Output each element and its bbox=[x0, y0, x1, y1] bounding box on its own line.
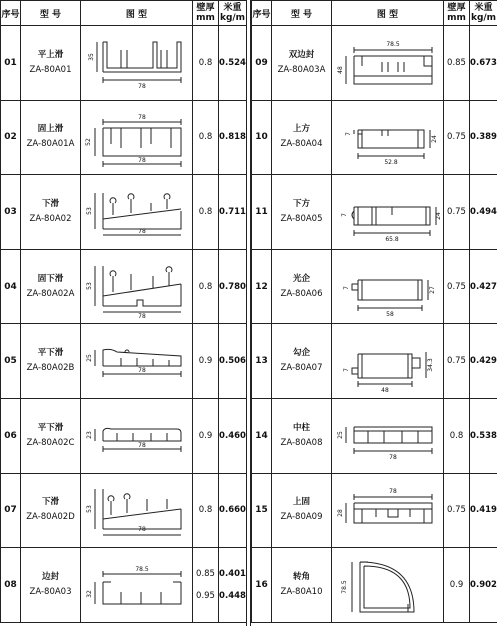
profile-drawing bbox=[332, 254, 444, 320]
weight-value: 0.660 bbox=[219, 505, 246, 516]
row-number: 13 bbox=[252, 324, 272, 399]
model-cell bbox=[21, 324, 81, 399]
dimension-label: 34.3 bbox=[427, 358, 434, 372]
left-table-half bbox=[0, 0, 246, 626]
model-code: ZA-80A03A bbox=[277, 64, 326, 75]
header-no: 序号 bbox=[252, 1, 272, 26]
right-table-half bbox=[251, 0, 497, 626]
thickness-value: 0.75 bbox=[447, 206, 466, 217]
table-row bbox=[252, 324, 497, 399]
weight-cell bbox=[219, 398, 247, 473]
thickness-value: 0.8 bbox=[198, 281, 213, 292]
dimension-label: 24 bbox=[435, 212, 442, 220]
dimension-label: 7 bbox=[345, 132, 352, 137]
model-cell bbox=[272, 473, 332, 548]
profile-drawing bbox=[332, 552, 444, 618]
thickness-cell bbox=[193, 249, 219, 324]
dimension-label: 48 bbox=[381, 387, 389, 395]
profile-figure bbox=[81, 249, 193, 324]
row-number: 06 bbox=[1, 398, 21, 473]
row-number: 12 bbox=[252, 249, 272, 324]
profile-drawing bbox=[81, 179, 193, 245]
profile-figure bbox=[81, 324, 193, 399]
thickness-value: 0.9 bbox=[198, 356, 213, 367]
model-cell bbox=[272, 175, 332, 250]
table-header-row bbox=[1, 1, 247, 26]
model-code: ZA-80A08 bbox=[280, 437, 323, 448]
model-cell bbox=[272, 249, 332, 324]
thickness-cell bbox=[444, 26, 470, 101]
header-model: 型 号 bbox=[272, 1, 332, 26]
model-cell bbox=[21, 473, 81, 548]
thickness-cell bbox=[193, 100, 219, 175]
table-row bbox=[1, 249, 247, 324]
weight-cell bbox=[219, 100, 247, 175]
weight-value: 0.506 bbox=[219, 356, 246, 367]
profile-name: 平上滑 bbox=[37, 49, 64, 60]
thickness-cell bbox=[444, 548, 470, 623]
dimension-label: 32 bbox=[86, 590, 93, 598]
weight-cell bbox=[470, 100, 497, 175]
weight-value: 0.780 bbox=[219, 281, 246, 292]
dimension-label: 7 bbox=[343, 368, 350, 373]
thickness-value: 0.8 bbox=[449, 430, 464, 441]
model-cell bbox=[21, 249, 81, 324]
thickness-cell bbox=[444, 324, 470, 399]
profile-figure bbox=[332, 175, 444, 250]
dimension-label: 78 bbox=[138, 367, 146, 375]
profile-name: 中柱 bbox=[292, 422, 310, 433]
model-code: ZA-80A03 bbox=[29, 586, 72, 597]
profile-drawing bbox=[81, 254, 193, 320]
profile-figure bbox=[332, 548, 444, 623]
profile-drawing bbox=[332, 179, 444, 245]
row-number: 03 bbox=[1, 175, 21, 250]
dimension-label: 48 bbox=[337, 65, 344, 74]
thickness-value: 0.9 bbox=[198, 430, 213, 441]
row-number: 14 bbox=[252, 398, 272, 473]
thickness-value: 0.75 bbox=[447, 132, 466, 143]
weight-value: 0.401 bbox=[219, 568, 246, 579]
thickness-value: 0.8 bbox=[198, 505, 213, 516]
thickness-value: 0.8 bbox=[198, 206, 213, 217]
dimension-label: 78 bbox=[138, 82, 146, 90]
profile-drawing bbox=[332, 477, 444, 543]
header-weight: 米重 kg/m bbox=[219, 1, 247, 26]
thickness-value: 0.95 bbox=[196, 590, 215, 601]
dimension-label: 78.5 bbox=[341, 580, 348, 594]
model-cell bbox=[272, 26, 332, 101]
profile-name: 勾企 bbox=[292, 348, 310, 359]
thickness-value: 0.75 bbox=[447, 505, 466, 516]
table-row bbox=[1, 398, 247, 473]
profile-drawing bbox=[332, 328, 444, 394]
thickness-cell bbox=[193, 26, 219, 101]
thickness-value: 0.75 bbox=[447, 281, 466, 292]
model-code: ZA-80A02C bbox=[26, 437, 75, 448]
header-thickness: 壁厚 mm bbox=[444, 1, 470, 26]
profile-name: 下方 bbox=[292, 198, 310, 209]
profile-name: 下滑 bbox=[41, 198, 59, 209]
row-number: 01 bbox=[1, 26, 21, 101]
dimension-label: 28 bbox=[337, 509, 344, 518]
thickness-value: 0.8 bbox=[198, 132, 213, 143]
weight-value: 0.818 bbox=[219, 132, 246, 143]
profile-name: 平下滑 bbox=[37, 348, 64, 359]
table-row bbox=[252, 473, 497, 548]
right-spec-table bbox=[251, 0, 497, 623]
thickness-cell bbox=[444, 249, 470, 324]
model-cell bbox=[21, 100, 81, 175]
weight-value: 0.427 bbox=[470, 281, 497, 292]
row-number: 15 bbox=[252, 473, 272, 548]
model-code: ZA-80A06 bbox=[280, 288, 323, 299]
thickness-value: 0.9 bbox=[449, 579, 464, 590]
header-figure: 图 型 bbox=[81, 1, 193, 26]
weight-cell bbox=[219, 26, 247, 101]
profile-name: 平下滑 bbox=[37, 422, 64, 433]
dimension-label: 53 bbox=[86, 207, 93, 215]
model-cell bbox=[21, 26, 81, 101]
profile-drawing bbox=[332, 104, 444, 170]
thickness-cell bbox=[193, 473, 219, 548]
weight-value: 0.538 bbox=[470, 430, 497, 441]
profile-drawing bbox=[81, 552, 193, 618]
row-number: 04 bbox=[1, 249, 21, 324]
model-code: ZA-80A02 bbox=[29, 213, 72, 224]
model-code: ZA-80A10 bbox=[280, 586, 323, 597]
thickness-value: 0.85 bbox=[196, 568, 215, 579]
model-code: ZA-80A02D bbox=[26, 512, 75, 523]
model-cell bbox=[21, 398, 81, 473]
weight-cell bbox=[470, 324, 497, 399]
profile-figure bbox=[332, 324, 444, 399]
model-cell bbox=[272, 398, 332, 473]
model-cell bbox=[272, 100, 332, 175]
header-thickness: 壁厚 mm bbox=[193, 1, 219, 26]
profile-drawing bbox=[81, 30, 193, 96]
weight-value: 0.448 bbox=[219, 590, 246, 601]
thickness-cell bbox=[444, 175, 470, 250]
weight-value: 0.524 bbox=[219, 57, 246, 68]
thickness-value: 0.75 bbox=[447, 356, 466, 367]
dimension-label: 35 bbox=[88, 52, 95, 61]
table-row bbox=[252, 175, 497, 250]
model-cell bbox=[21, 175, 81, 250]
table-row bbox=[252, 398, 497, 473]
profile-drawing bbox=[81, 403, 193, 469]
header-model: 型 号 bbox=[21, 1, 81, 26]
row-number: 11 bbox=[252, 175, 272, 250]
profile-figure bbox=[332, 26, 444, 101]
model-code: ZA-80A02A bbox=[26, 288, 75, 299]
dimension-label: 78 bbox=[138, 157, 146, 165]
thickness-value: 0.8 bbox=[198, 57, 213, 68]
weight-value: 0.902 bbox=[470, 579, 497, 590]
weight-cell bbox=[219, 548, 247, 623]
profile-name: 上方 bbox=[292, 124, 310, 135]
model-code: ZA-80A04 bbox=[280, 139, 323, 150]
thickness-cell bbox=[444, 100, 470, 175]
weight-value: 0.711 bbox=[219, 206, 246, 217]
profile-name: 下滑 bbox=[41, 497, 59, 508]
table-row bbox=[1, 175, 247, 250]
profile-figure bbox=[81, 100, 193, 175]
dimension-label: 58 bbox=[386, 310, 394, 318]
row-number: 09 bbox=[252, 26, 272, 101]
dimension-label: 52 bbox=[85, 138, 92, 147]
dimension-label: 27 bbox=[429, 285, 436, 294]
profile-drawing bbox=[81, 104, 193, 170]
profile-name: 转角 bbox=[292, 571, 310, 582]
model-code: ZA-80A01 bbox=[29, 64, 72, 75]
table-row bbox=[252, 548, 497, 623]
profile-drawing bbox=[81, 477, 193, 543]
table-row bbox=[252, 100, 497, 175]
profile-name: 上固 bbox=[292, 497, 310, 508]
weight-cell bbox=[470, 26, 497, 101]
dimension-label: 78.5 bbox=[135, 565, 149, 573]
profile-figure bbox=[81, 473, 193, 548]
table-row bbox=[252, 26, 497, 101]
weight-value: 0.389 bbox=[470, 132, 497, 143]
weight-cell bbox=[470, 249, 497, 324]
thickness-cell bbox=[193, 398, 219, 473]
dimension-label: 53 bbox=[86, 281, 93, 290]
dimension-label: 78 bbox=[389, 453, 397, 461]
row-number: 16 bbox=[252, 548, 272, 623]
weight-value: 0.494 bbox=[470, 206, 497, 217]
profile-drawing bbox=[81, 328, 193, 394]
profile-figure bbox=[332, 398, 444, 473]
thickness-cell bbox=[193, 324, 219, 399]
dimension-label: 52.8 bbox=[384, 159, 398, 167]
weight-cell bbox=[219, 324, 247, 399]
thickness-cell bbox=[444, 398, 470, 473]
header-weight: 米重 kg/m bbox=[470, 1, 497, 26]
weight-value: 0.673 bbox=[470, 57, 497, 68]
profile-name: 边封 bbox=[41, 571, 59, 582]
table-row bbox=[1, 324, 247, 399]
weight-value: 0.419 bbox=[470, 505, 497, 516]
dimension-label: 23 bbox=[86, 430, 93, 439]
weight-cell bbox=[470, 473, 497, 548]
profile-figure bbox=[332, 249, 444, 324]
profile-drawing bbox=[332, 30, 444, 96]
row-number: 07 bbox=[1, 473, 21, 548]
dimension-label: 7 bbox=[343, 285, 350, 290]
dimension-label: 7 bbox=[341, 213, 348, 217]
thickness-cell bbox=[193, 548, 219, 623]
weight-value: 0.429 bbox=[470, 356, 497, 367]
dimension-label: 78 bbox=[389, 488, 397, 496]
dimension-label: 65.8 bbox=[385, 235, 399, 243]
table-row bbox=[1, 473, 247, 548]
profile-figure bbox=[81, 26, 193, 101]
model-code: ZA-80A01A bbox=[26, 139, 75, 150]
model-code: ZA-80A05 bbox=[280, 213, 323, 224]
model-cell bbox=[272, 324, 332, 399]
weight-value: 0.460 bbox=[219, 430, 246, 441]
table-row bbox=[1, 548, 247, 623]
dimension-label: 78.5 bbox=[386, 40, 400, 48]
model-code: ZA-80A09 bbox=[280, 512, 323, 523]
profile-figure bbox=[81, 175, 193, 250]
weight-cell bbox=[470, 175, 497, 250]
thickness-cell bbox=[193, 175, 219, 250]
profile-name: 双边封 bbox=[288, 49, 315, 60]
dimension-label: 78 bbox=[138, 312, 146, 320]
weight-cell bbox=[470, 398, 497, 473]
left-spec-table bbox=[0, 0, 247, 623]
table-row bbox=[1, 100, 247, 175]
weight-cell bbox=[219, 175, 247, 250]
profile-figure bbox=[332, 473, 444, 548]
model-cell bbox=[21, 548, 81, 623]
dimension-label: 78 bbox=[138, 526, 146, 534]
row-number: 05 bbox=[1, 324, 21, 399]
profile-name: 光企 bbox=[292, 273, 310, 284]
row-number: 10 bbox=[252, 100, 272, 175]
dimension-label: 53 bbox=[86, 505, 93, 514]
thickness-cell bbox=[444, 473, 470, 548]
model-code: ZA-80A02B bbox=[26, 363, 75, 374]
profile-figure bbox=[332, 100, 444, 175]
table-row bbox=[1, 26, 247, 101]
row-number: 02 bbox=[1, 100, 21, 175]
dimension-label: 25 bbox=[86, 354, 93, 362]
header-figure: 图 型 bbox=[332, 1, 444, 26]
weight-cell bbox=[470, 548, 497, 623]
profile-name: 固下滑 bbox=[37, 273, 64, 284]
dimension-label: 78 bbox=[138, 441, 146, 449]
dimension-label: 25 bbox=[337, 430, 344, 439]
weight-cell bbox=[219, 473, 247, 548]
dimension-label: 78 bbox=[138, 227, 146, 235]
header-no: 序号 bbox=[1, 1, 21, 26]
thickness-value: 0.85 bbox=[447, 57, 466, 68]
profile-figure bbox=[81, 548, 193, 623]
profile-name: 固上滑 bbox=[37, 124, 64, 135]
dimension-label: 78 bbox=[138, 114, 146, 122]
table-header-row bbox=[252, 1, 497, 26]
dimension-label: 24 bbox=[431, 135, 438, 144]
table-row bbox=[252, 249, 497, 324]
row-number: 08 bbox=[1, 548, 21, 623]
profile-drawing bbox=[332, 403, 444, 469]
model-code: ZA-80A07 bbox=[280, 363, 323, 374]
weight-cell bbox=[219, 249, 247, 324]
profile-figure bbox=[81, 398, 193, 473]
model-cell bbox=[272, 548, 332, 623]
